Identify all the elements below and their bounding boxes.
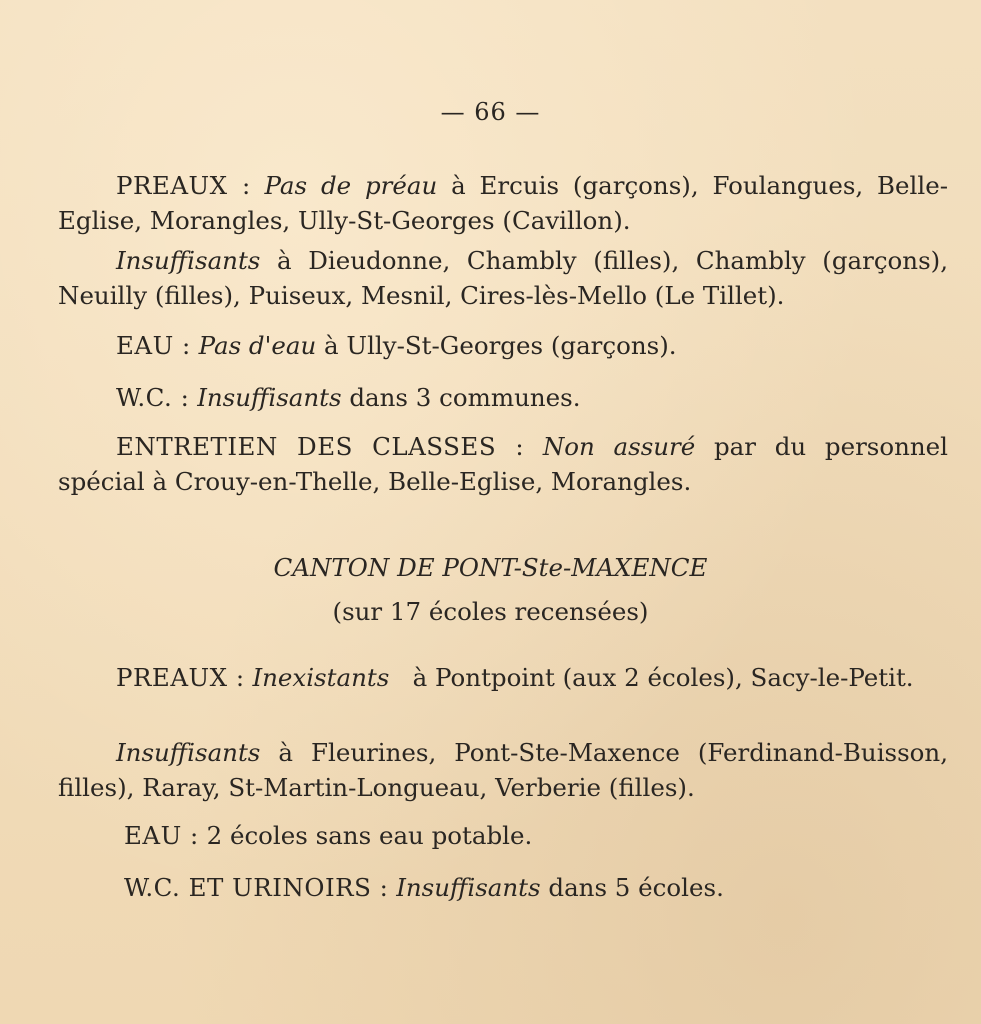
paragraph-entretien [58, 429, 948, 499]
text-preaux: à Ercuis (garçons), Foulangues, Belle-Eglise, Morangles, Ully-St-Georges (Cavillon). [58, 171, 948, 235]
label-canton-wc: W.C. ET URINOIRS : [124, 873, 389, 902]
text-entretien: par du personnel spécial à Crouy-en-Thelle, Belle-Eglise, Morangles. [58, 432, 949, 496]
label-entretien: ENTRETIEN DES CLASSES : [116, 432, 525, 461]
canton-subtitle: (sur 17 écoles recensées) [332, 597, 649, 626]
text-wc: dans 3 communes. [341, 383, 581, 412]
italic-canton-wc: Insuffisants [396, 873, 541, 902]
paragraph-canton-preaux [58, 660, 948, 695]
label-eau: EAU : [116, 331, 191, 360]
italic-insuffisants: Insuffisants [116, 246, 261, 275]
text-canton-insuffisants: à Fleurines, Pont-Ste-Maxence (Ferdinand-Buisson, filles), Raray, St-Martin-Longueau, Verberie (filles). [58, 738, 948, 802]
paragraph-wc [58, 380, 948, 415]
paragraph-canton-insuffisants [58, 735, 948, 805]
italic-pas-de-preau: Pas de préau [264, 171, 438, 200]
italic-inexistants: Inexistants [252, 663, 390, 692]
page-number: — 66 — [440, 98, 541, 126]
italic-canton-insuffisants: Insuffisants [116, 738, 261, 767]
text-insuffisants: à Dieudonne, Chambly (filles), Chambly (garçons), Neuilly (filles), Puiseux, Mesnil, Cires-lès-Mello (Le Tillet). [58, 246, 948, 310]
paragraph-canton-eau [58, 818, 948, 853]
text-canton-eau: 2 écoles sans eau potable. [206, 821, 533, 850]
label-preaux: PREAUX : [116, 171, 251, 200]
label-canton-preaux: PREAUX : [116, 663, 245, 692]
text-canton-wc: dans 5 écoles. [540, 873, 724, 902]
paragraph-eau [58, 328, 948, 363]
paragraph-insuffisants [58, 243, 948, 313]
label-canton-eau: EAU : [124, 821, 199, 850]
paragraph-preaux [58, 168, 948, 238]
canton-title: CANTON DE PONT-Ste-MAXENCE [273, 553, 708, 582]
text-eau: à Ully-St-Georges (garçons). [316, 331, 677, 360]
label-wc: W.C. : [116, 383, 190, 412]
italic-pas-deau: Pas d'eau [198, 331, 317, 360]
italic-non-assure: Non assuré [542, 432, 696, 461]
text-canton-preaux: à Pontpoint (aux 2 écoles), Sacy-le-Petit. [389, 663, 914, 692]
paragraph-canton-wc [58, 870, 948, 905]
italic-insuffisants-wc: Insuffisants [197, 383, 342, 412]
